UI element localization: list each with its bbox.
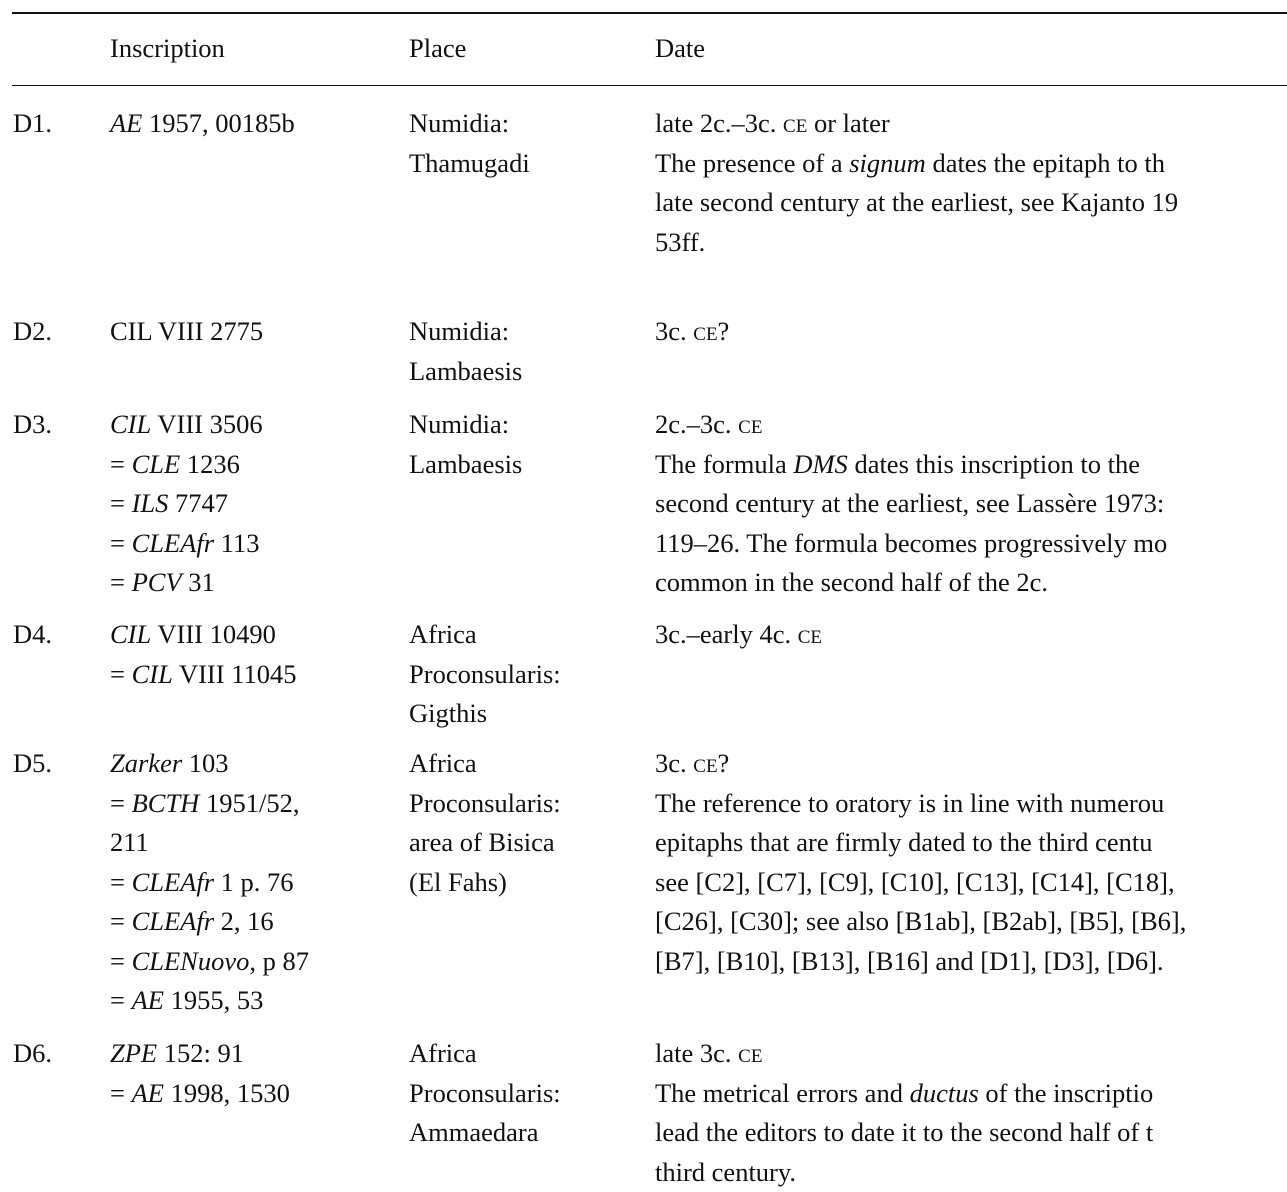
date-note-line: see [C2], [C7], [C9], [C10], [C13], [C14], [C18], bbox=[655, 863, 1186, 903]
header-place: Place bbox=[409, 29, 466, 69]
inscription-cell: CIL VIII 3506 = CLE 1236 = ILS 7747 = CLEAfr 113 = PCV 31 bbox=[110, 405, 263, 603]
date-range: 3c.–early 4c. ce bbox=[655, 615, 822, 655]
row-id: D5. bbox=[13, 744, 52, 784]
row-id: D6. bbox=[13, 1034, 52, 1074]
date-note-line: [C26], [C30]; see also [B1ab], [B2ab], [B5], [B6], bbox=[655, 902, 1186, 942]
date-note-line: The formula DMS dates this inscription to the bbox=[655, 445, 1167, 485]
date-range: late 3c. ce bbox=[655, 1034, 1153, 1074]
place-cell: Numidia: Thamugadi bbox=[409, 104, 530, 183]
date-cell bbox=[655, 744, 1186, 981]
date-cell bbox=[655, 104, 1178, 262]
inscription-cell: AE 1957, 00185b bbox=[110, 104, 295, 144]
date-note-line: 119–26. The formula becomes progressively mo bbox=[655, 524, 1167, 564]
date-note-line: epitaphs that are firmly dated to the third centu bbox=[655, 823, 1186, 863]
date-note-line: late second century at the earliest, see Kajanto 19 bbox=[655, 183, 1178, 223]
date-range: 3c. ce? bbox=[655, 312, 729, 352]
date-note-line: second century at the earliest, see Lassère 1973: bbox=[655, 484, 1167, 524]
inscription-cell: ZPE 152: 91 = AE 1998, 1530 bbox=[110, 1034, 290, 1113]
date-cell bbox=[655, 405, 1167, 603]
date-note-line: third century. bbox=[655, 1153, 1153, 1192]
header-date: Date bbox=[655, 29, 705, 69]
table-header bbox=[0, 29, 1287, 69]
place-cell: Africa Proconsularis: Ammaedara bbox=[409, 1034, 561, 1153]
date-range: late 2c.–3c. ce or later bbox=[655, 104, 1178, 144]
date-range: 3c. ce? bbox=[655, 744, 1186, 784]
inscription-cell: CIL VIII 10490 = CIL VIII 11045 bbox=[110, 615, 296, 694]
date-note-line: lead the editors to date it to the second half of t bbox=[655, 1113, 1153, 1153]
date-cell bbox=[655, 615, 822, 655]
inscription-cell: Zarker 103 = BCTH 1951/52, 211 = CLEAfr 1 p. 76 = CLEAfr 2, 16 = CLENuovo, p 87 = AE 1955, 53 bbox=[110, 744, 309, 1021]
date-note-line: [B7], [B10], [B13], [B16] and [D1], [D3], [D6]. bbox=[655, 942, 1186, 982]
place-cell: Numidia: Lambaesis bbox=[409, 312, 522, 391]
row-id: D1. bbox=[13, 104, 52, 144]
table-header-rule bbox=[12, 85, 1287, 86]
row-id: D4. bbox=[13, 615, 52, 655]
row-id: D2. bbox=[13, 312, 52, 352]
table-top-rule bbox=[12, 12, 1287, 14]
date-cell bbox=[655, 312, 729, 352]
date-range: 2c.–3c. ce bbox=[655, 405, 1167, 445]
place-cell: Africa Proconsularis: area of Bisica (El Fahs) bbox=[409, 744, 561, 902]
header-inscription: Inscription bbox=[110, 29, 225, 69]
date-note-line: common in the second half of the 2c. bbox=[655, 563, 1167, 603]
inscription-cell: CIL VIII 2775 bbox=[110, 312, 263, 352]
date-cell bbox=[655, 1034, 1153, 1192]
date-note-line: The metrical errors and ductus of the inscriptio bbox=[655, 1074, 1153, 1114]
date-note-line: The presence of a signum dates the epitaph to th bbox=[655, 144, 1178, 184]
date-note-line: 53ff. bbox=[655, 223, 1178, 263]
date-note-line: The reference to oratory is in line with numerou bbox=[655, 784, 1186, 824]
place-cell: Africa Proconsularis: Gigthis bbox=[409, 615, 561, 734]
place-cell: Numidia: Lambaesis bbox=[409, 405, 522, 484]
row-id: D3. bbox=[13, 405, 52, 445]
